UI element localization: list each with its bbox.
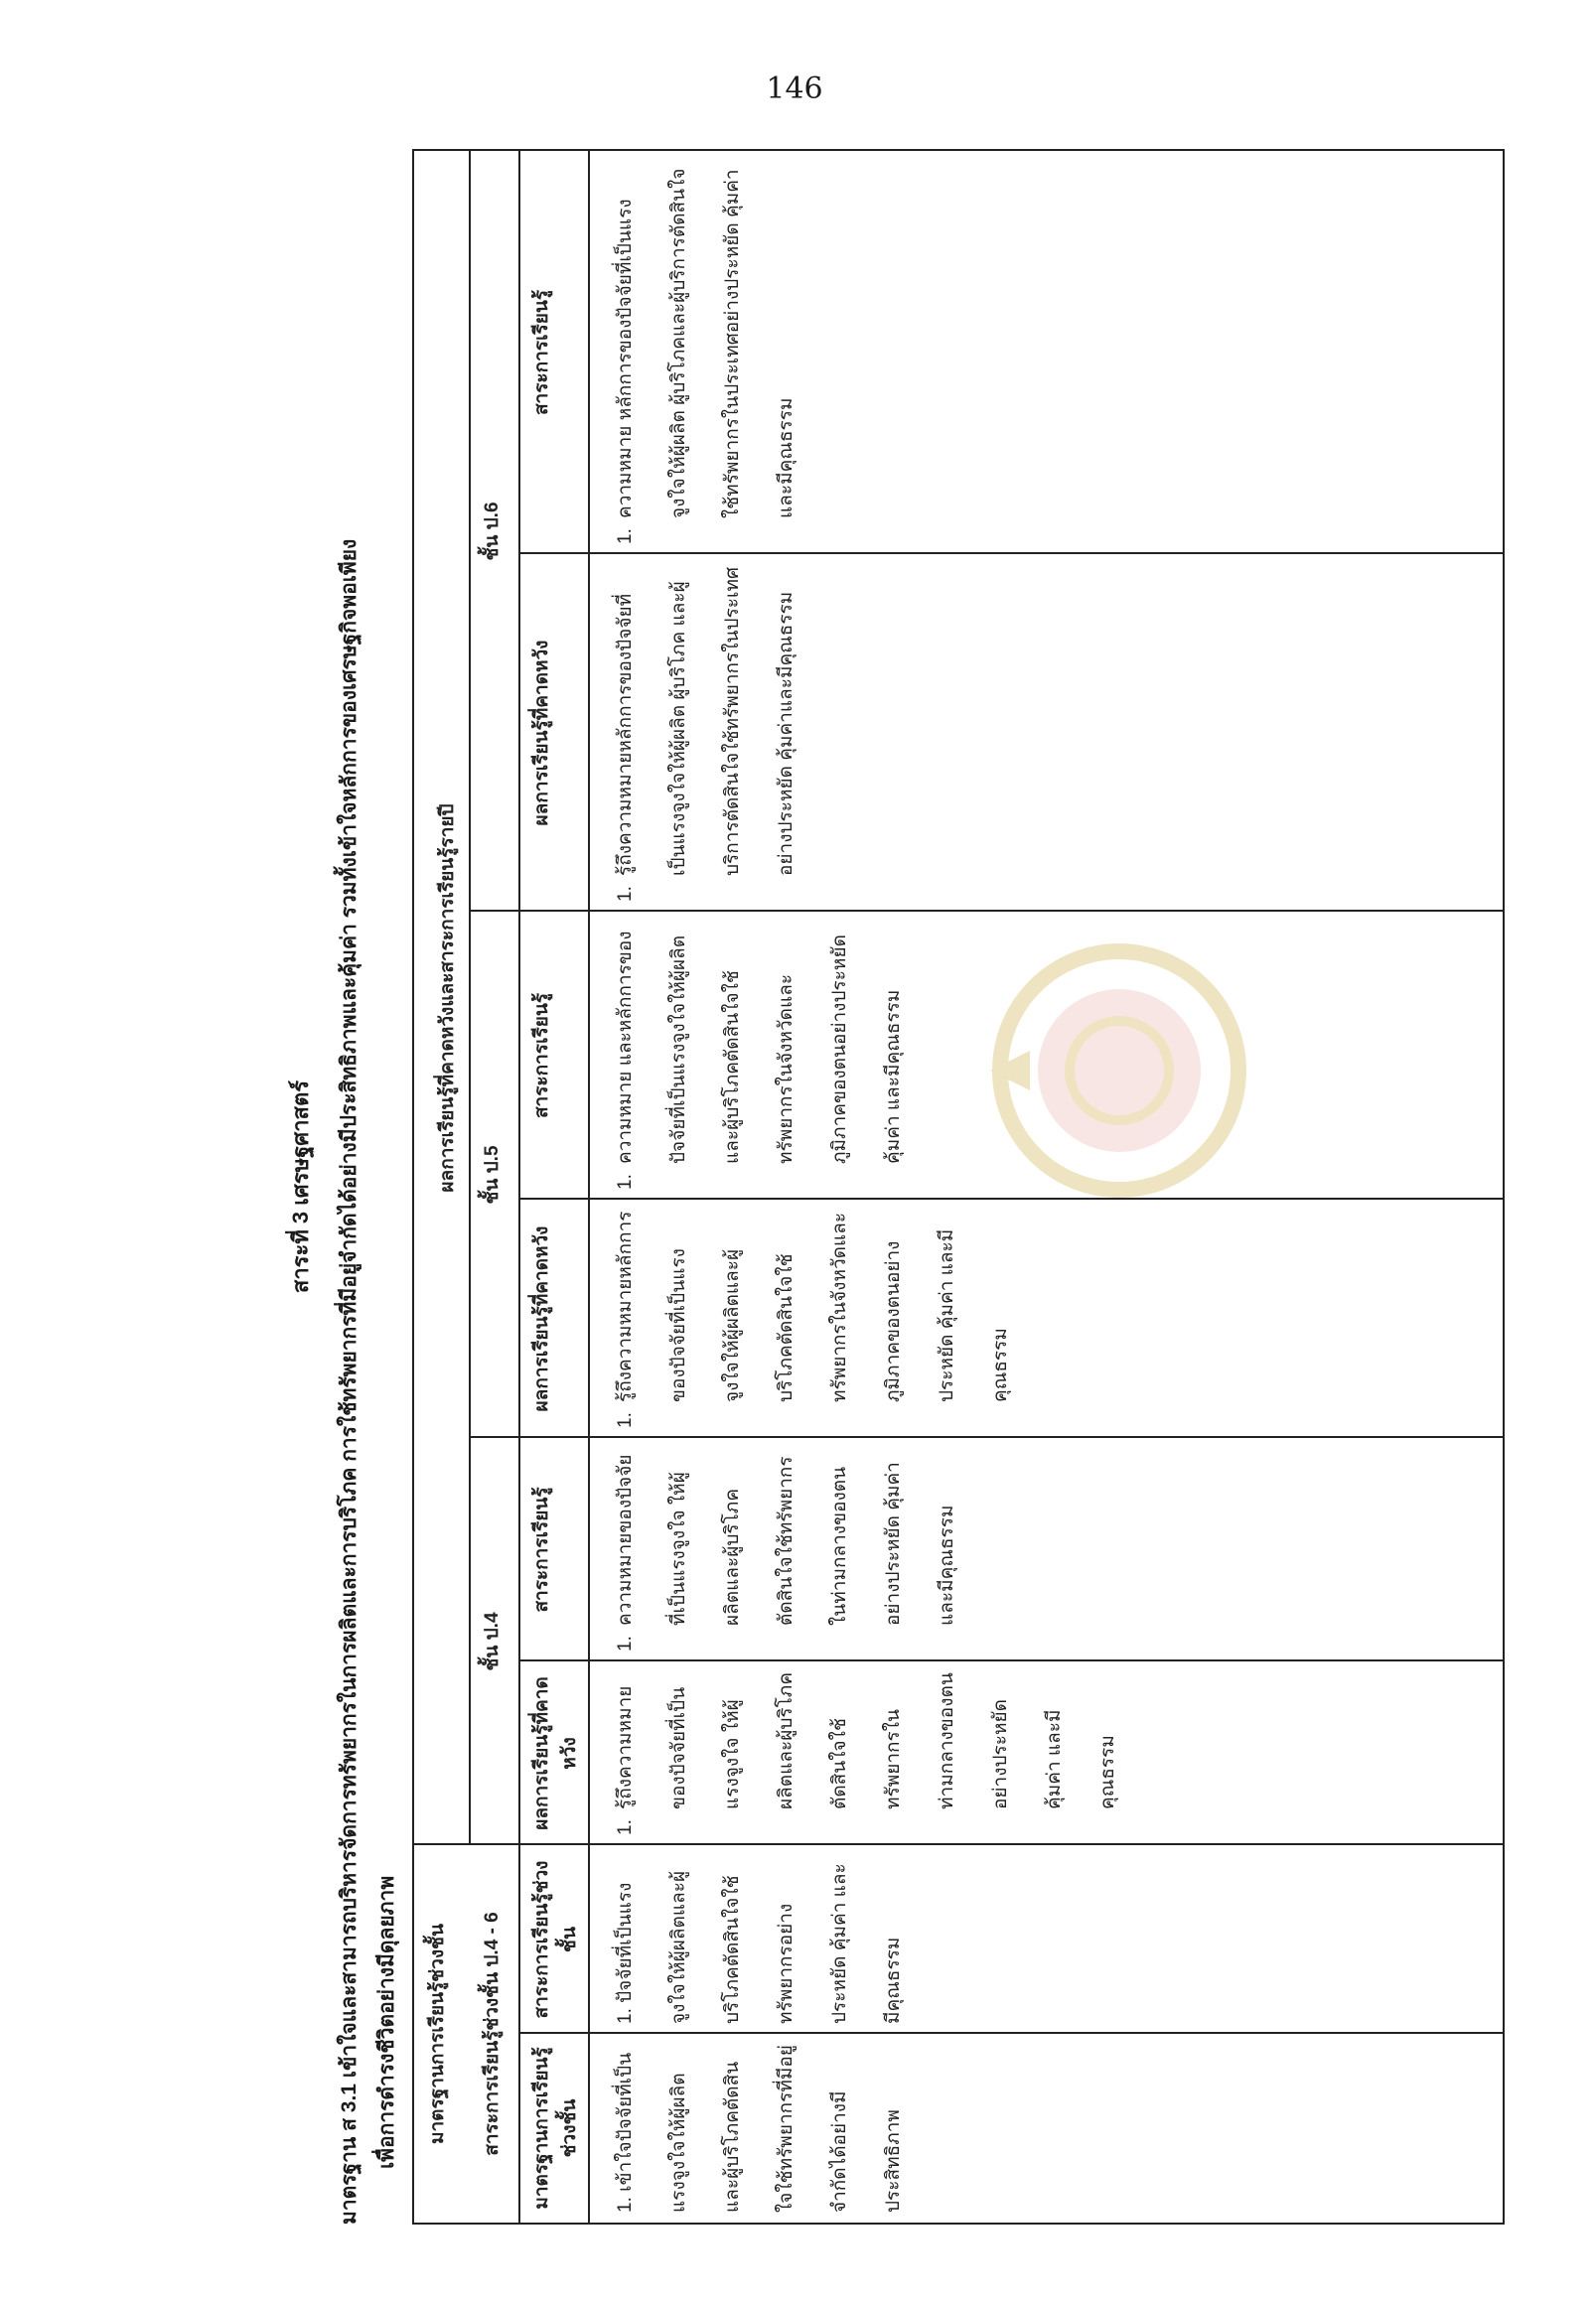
col-header-p4-outcome: ผลการเรียนรู้ที่คาดหวัง [531, 1676, 580, 1830]
page-number: 146 [766, 72, 823, 106]
standard-text: 1. เข้าใจปัจจัยที่เป็นแรงจูงใจให้ผู้ผลิตและผู้บริโภคตัดสินใจใช้ทรัพยากรที่มีอยู่จำกัดได้อย่างมีประสิทธิภาพ [615, 2045, 904, 2213]
header-interval-group: มาตรฐานการเรียนรู้ช่วงชั้น [427, 1924, 448, 2145]
item-number: 1. [615, 1174, 636, 1190]
cell-p4-content [593, 1438, 1497, 1661]
rotated-content [283, 149, 1505, 2225]
col-header-interval-content: สาระการเรียนรู้ช่วงชั้น [531, 1860, 580, 2019]
item-number: 1. [615, 1636, 636, 1652]
cell-p4-outcome [593, 1661, 1497, 1845]
p4-outcome-text: รู้ถึงความหมายของปัจจัยที่เป็นแรงจูงใจ ให้ผู้ผลิตและผู้บริโภคตัดสินใจใช้ทรัพยากรในท่ามกลางของตนอย่างประหยัด คุ้มค่า และมีคุณธรรม [615, 1671, 1118, 1809]
col-header-standard: มาตรฐานการเรียนรู้ช่วงชั้น [531, 2047, 580, 2210]
col-header-p6-outcome: ผลการเรียนรู้ที่คาดหวัง [531, 640, 552, 826]
interval-content-text: 1. ปัจจัยที่เป็นแรงจูงใจให้ผู้ผลิตและผู้บริโภคตัดสินใจใช้ทรัพยากรอย่างประหยัด คุ้มค่า และมีคุณธรรม [615, 1863, 904, 2024]
standard-heading: มาตรฐาน ส 3.1 เข้าใจและสามารถบริหารจัดการทรัพยากรในการผลิตและการบริโภค การใช้ทรัพยากรที่มีอยู่จำกัดได้อย่างมีประสิทธิภาพและคุ้มค่า รวมทั้งเข้าใจหลักการของเศรษฐกิจพอเพียง [338, 538, 361, 2225]
header-grade-4: ชั้น ป.4 [482, 1612, 503, 1671]
col-header-p6-content: สาระการเรียนรู้ [531, 289, 552, 416]
p5-content-text: ความหมาย และหลักการของปัจจัยที่เป็นแรงจูงใจให้ผู้ผลิตและผู้บริโภคตัดสินใจใช้ทรัพยากรในจังหวัดและภูมิภาคของตนอย่างประหยัด คุ้มค่า และมีคุณธรรม [615, 931, 904, 1164]
subject-heading: สาระที่ 3 เศรษฐศาสตร์ [288, 1080, 313, 1294]
item-number: 1. [615, 1412, 636, 1428]
cell-p6-outcome [593, 554, 1497, 912]
p6-outcome-text: รู้ถึงความหมายหลักการของปัจจัยที่เป็นแรงจูงใจให้ผู้ผลิต ผู้บริโภค และผู้บริการตัดสินใจใช้ทรัพยากรในประเทศอย่างประหยัด คุ้มค่าและมีคุณธรรม [615, 566, 797, 876]
cell-p5-content [593, 912, 1497, 1200]
p4-content-text: ความหมายของปัจจัยที่เป็นแรงจูงใจ ให้ผู้ผลิตและผู้บริโภคตัดสินใจใช้ทรัพยากรในท่ามกลางของตนอย่างประหยัด คุ้มค่า และมีคุณธรรม [615, 1454, 957, 1626]
col-header-p5-content: สาระการเรียนรู้ [531, 992, 552, 1119]
cell-interval-content [593, 1845, 1497, 2034]
header-grade-5: ชั้น ป.5 [482, 1145, 503, 1205]
header-interval-range: สาระการเรียนรู้ช่วงชั้น ป.4 - 6 [482, 1912, 503, 2156]
p6-content-text: ความหมาย หลักการของปัจจัยที่เป็นแรงจูงใจให้ผู้ผลิต ผู้บริโภคและผู้บริการตัดสินใจใช้ทรัพยากรในประเทศอย่างประหยัด คุ้มค่า และมีคุณธรรม [615, 168, 797, 518]
curriculum-table [412, 149, 1505, 2225]
cell-p5-outcome [593, 1200, 1497, 1438]
cell-p6-content [593, 151, 1497, 554]
header-grade-6: ชั้น ป.6 [482, 502, 503, 561]
header-annual-group: ผลการเรียนรู้ที่คาดหวังและสาระการเรียนรู้รายปี [437, 803, 458, 1193]
item-number: 1. [615, 528, 636, 544]
cell-standard [593, 2034, 1497, 2223]
standard-heading-cont: เพื่อการดำรงชีวิตอย่างมีดุลยภาพ [375, 1875, 398, 2169]
col-header-p5-outcome: ผลการเรียนรู้ที่คาดหวัง [531, 1225, 552, 1412]
item-number: 1. [615, 1819, 636, 1835]
col-header-p4-content: สาระการเรียนรู้ [531, 1487, 552, 1613]
p5-outcome-text: รู้ถึงความหมายหลักการของปัจจัยที่เป็นแรงจูงใจให้ผู้ผลิตและผู้บริโภคตัดสินใจใช้ทรัพยากรในจังหวัดและภูมิภาคของตนอย่างประหยัด คุ้มค่า และมีคุณธรรม [615, 1211, 1011, 1402]
item-number: 1. [615, 886, 636, 902]
